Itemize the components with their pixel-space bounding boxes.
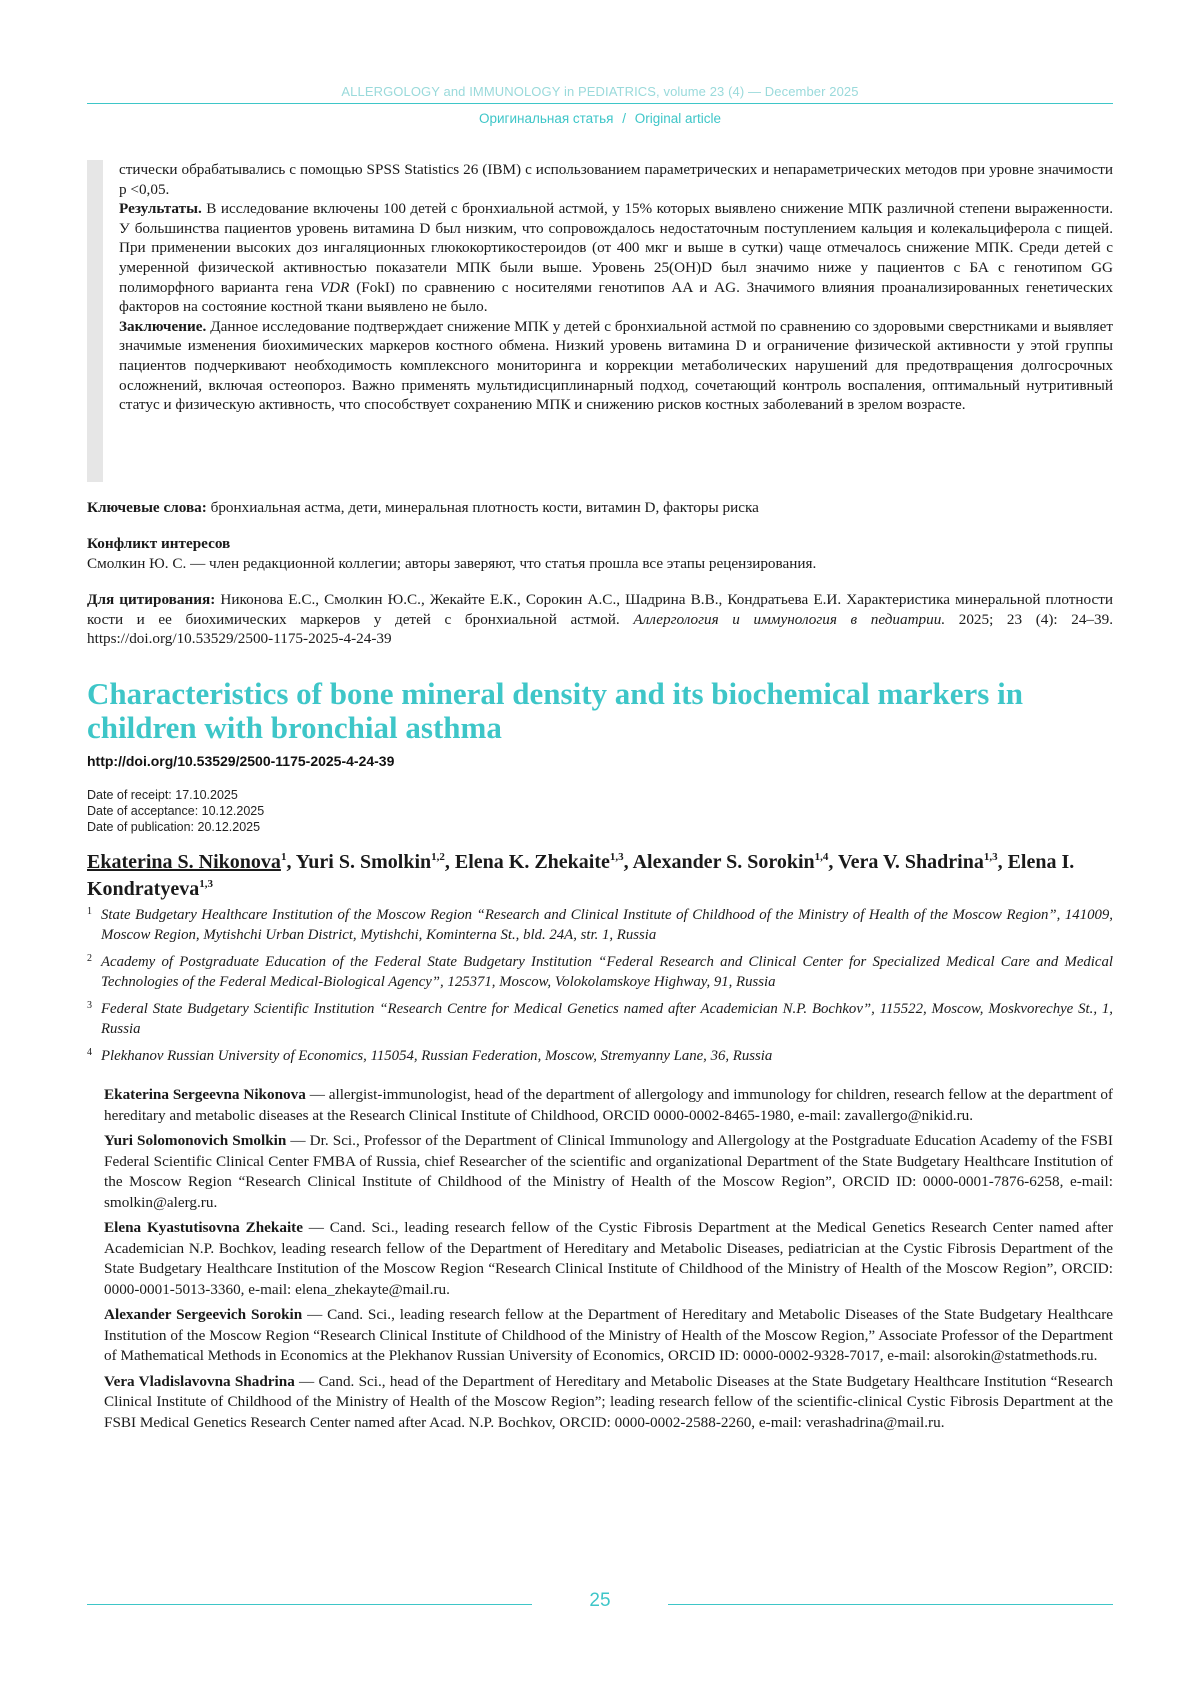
footer-rule-right (668, 1604, 1113, 1605)
doi-link[interactable]: http://doi.org/10.53529/2500-1175-2025-4-24-39 (87, 753, 395, 769)
affiliation-text: State Budgetary Healthcare Institution of the Moscow Region “Research and Clinical Institute of Childhood of the Ministry of Health of the Moscow Region”, 141009, Moscow Region, Mytishchi Urban District, Mytishchi, Kominterna St., bld. 24A, str. 1, Russia (101, 907, 1113, 943)
affiliation-number: 4 (87, 1047, 92, 1058)
abstract-methods-tail: стически обрабатывались с помощью SPSS Statistics 26 (IBM) с использованием параметрических и непараметрических методов при уровне значимости p <0,05. (119, 161, 1113, 198)
abstract-side-bar (87, 160, 103, 482)
article-type-en: Original article (634, 111, 721, 126)
keywords (87, 498, 1113, 518)
conclusion-label: Заключение. (119, 317, 207, 335)
affiliation-text: Federal State Budgetary Scientific Institution “Research Centre for Medical Genetics named after Academician N.P. Bochkov”, 115522, Moscow, Moskvorechye St., 1, Russia (101, 1001, 1113, 1037)
date-acceptance: Date of acceptance: 10.12.2025 (87, 804, 265, 818)
author-name: Alexander S. Sorokin (632, 851, 815, 873)
article-type-ru: Оригинальная статья (478, 111, 614, 126)
author-affiliation-mark: 1 (280, 851, 287, 863)
author-name: Elena K. Zhekaite (454, 851, 610, 873)
author-affiliation-mark: 1,3 (983, 851, 998, 863)
author-affiliation-mark: 1,3 (609, 851, 624, 863)
author-name: Elena I. Kondratyeva (87, 851, 1075, 900)
affiliation-item (87, 1046, 1113, 1066)
author-affiliation-mark: 1,2 (431, 851, 445, 863)
author-affiliation-mark: 1,4 (814, 851, 829, 863)
author-list: Ekaterina S. Nikonova$^1$, Yuri S. Smolkin$^{1,2}$, Elena K. Zhekaite$^{1,3}$, Alexander S. Sorokin$^{1,4}$, Vera V. Shadrina$^{1,3}$, Elena I. Kondratyeva$^{1,3}$ (87, 851, 1075, 900)
bio-name: Ekaterina Sergeevna Nikonova (104, 1086, 306, 1103)
bio-name: Vera Vladislavovna Shadrina (104, 1372, 295, 1390)
bio-name: Yuri Solomonovich Smolkin (104, 1132, 287, 1149)
author-bio (104, 1131, 1113, 1213)
abstract-conclusion (119, 317, 1113, 415)
citation-label: Для цитирования: (87, 591, 216, 608)
conclusion-text: Данное исследование подтверждает снижение МПК у детей с бронхиальной астмой по сравнению со здоровыми сверстниками и выявляет значимые изменения биохимических маркеров костного обмена. Низкий уровень витамина D и ограничение физической активности у этой группы пациентов подчеркивают необходимость комплексного мониторинга и коррекции метаболических нарушений для предотвращения долгосрочных осложнений, включая остеопороз. Важно применять мультидисциплинарный подход, сочетающий контроль воспаления, оптимальный нутритивный статус и физическую активность, что способствует сохранению МПК и снижению рисков костных заболеваний в зрелом возрасте. (119, 317, 1113, 414)
header-rule (87, 103, 1113, 104)
affiliation-item (87, 905, 1113, 945)
bio-name: Alexander Sergeevich Sorokin (104, 1306, 303, 1323)
bio-text: — Cand. Sci., leading research fellow of the Cystic Fibrosis Department at the Medical Genetics Research Center named after Academician N.P. Bochkov, leading research fellow of the Department of Hereditary and Metabolic Diseases, pediatrician at the Cystic Fibrosis Department of the State Budgetary Healthcare Institution of the Moscow Region “Research Clinical Institute of Childhood of the Ministry of Health of the Moscow Region”, ORCID: 0000-0001-5013-3360, e-mail: elena_zhekayte@mail.ru. (104, 1219, 1113, 1298)
author-bio (104, 1372, 1113, 1434)
results-label: Результаты. (119, 200, 202, 218)
affiliation-text: Academy of Postgraduate Education of the Federal State Budgetary Institution “Federal Research and Clinical Center for Specialized Medical Care and Medical Technologies of the Federal Medical-Biological Agency”, 125371, Moscow, Volokolamskoye Highway, 91, Russia (101, 954, 1113, 990)
author-bio (104, 1305, 1113, 1367)
affiliation-number: 1 (87, 906, 92, 917)
author-name: Ekaterina S. Nikonova (87, 851, 281, 873)
date-publication: Date of publication: 20.12.2025 (87, 820, 261, 834)
running-header: ALLERGOLOGY and IMMUNOLOGY in PEDIATRICS, volume 23 (4) — December 2025 (341, 84, 859, 99)
bio-text: — Dr. Sci., Professor of the Department of Clinical Immunology and Allergology at the Postgraduate Education Academy of the FSBI Federal Scientific Clinical Center FMBA of Russia, chief Researcher of the scientific and organizational Department of the State Budgetary Healthcare Institution of the Moscow Region “Research Clinical Institute of Childhood of the Ministry of Health of the Moscow Region”, ORCID ID: 0000-0001-7876-6258, e-mail: smolkin@alerg.ru. (104, 1132, 1113, 1211)
page-number: 25 (589, 1590, 611, 1611)
dates (87, 787, 264, 835)
author-bio (104, 1218, 1113, 1300)
author-bio (104, 1085, 1113, 1126)
affiliation-item (87, 952, 1113, 992)
conflict-of-interest (87, 534, 1113, 573)
results-gene: VDR (319, 278, 350, 296)
results-text-a: В исследование включены 100 детей с бронхиальной астмой, у 15% которых выявлено снижение МПК различной степени выраженности. У большинства пациентов уровень витамина D был низким, что сопровождалось недостаточным поступлением кальция и колекальциферола с пищей. При применении высоких доз ингаляционных глюкокортикостероидов (от 400 мкг и выше в сутки) чаще отмечалось снижение МПК. Среди детей с умеренной физической активностью показатели МПК были выше. Уровень 25(OH)D был значимо ниже у пациентов с БА с генотипом GG полиморфного варианта гена (119, 200, 1114, 296)
abstract-body (119, 160, 1113, 415)
citation-text: Никонова Е.С., Смолкин Ю.С., Жекайте Е.К., Сорокин А.С., Шадрина В.В., Кондратьева Е.И. Характеристика минеральной плотности кости и ее биохимических маркеров у детей с бронхиальной астмой. (87, 591, 1114, 628)
citation (87, 590, 1113, 649)
keywords-label: Ключевые слова: (87, 499, 207, 516)
keywords-text: бронхиальная астма, дети, минеральная плотность кости, витамин D, факторы риска (210, 499, 759, 516)
bio-text: — Cand. Sci., leading research fellow at the Department of Hereditary and Metabolic Diseases of the State Budgetary Healthcare Institution of the Moscow Region “Research Clinical Institute of Childhood of the Ministry of Health of the Moscow Region,” Associate Professor of the Department of Mathematical Methods in Economics at the Plekhanov Russian University of Economics, ORCID ID: 0000-0002-9328-7017, e-mail: alsorokin@statmethods.ru. (104, 1306, 1113, 1364)
bio-text: — Cand. Sci., head of the Department of Hereditary and Metabolic Diseases at the State Budgetary Healthcare Institution “Research Clinical Institute of Childhood of the Ministry of Health of the Moscow Region”; leading research fellow of the scientific-clinical Cystic Fibrosis Department at the FSBI Medical Genetics Research Center named after Acad. N.P. Bochkov, ORCID: 0000-0002-2588-2260, e-mail: verashadrina@mail.ru. (104, 1372, 1113, 1431)
affiliations (87, 905, 1113, 1073)
affiliation-number: 2 (87, 953, 92, 964)
abstract-box (87, 160, 1113, 482)
citation-rest: 2025; 23 (4): 24–39. https://doi.org/10.53529/2500-1175-2025-4-24-39 (87, 610, 1114, 648)
english-title: Characteristics of bone mineral density and its biochemical markers in children with bronchial asthma (87, 676, 1023, 745)
results-text-b: (FokI) по сравнению с носителями генотипов AA и AG. Значимого влияния проанализированных генетических факторов на состояние костной ткани выявлено не было. (119, 278, 1114, 316)
author-bios (104, 1085, 1113, 1438)
bio-text: — allergist-immunologist, head of the department of allergology and immunology for children, research fellow at the department of hereditary and metabolic diseases at the Research Clinical Institute of Childhood, ORCID 0000-0002-8465-1980, e-mail: zavallergo@nikid.ru. (104, 1086, 1113, 1124)
date-receipt: Date of receipt: 17.10.2025 (87, 788, 238, 802)
author-name: Vera V. Shadrina (838, 851, 984, 873)
affiliation-number: 3 (87, 1000, 92, 1011)
bio-name: Elena Kyastutisovna Zhekaite (104, 1219, 303, 1236)
abstract-results (119, 199, 1113, 317)
conflict-text: Смолкин Ю. С. — член редакционной коллегии; авторы заверяют, что статья прошла все этапы рецензирования. (87, 554, 817, 572)
author-affiliation-mark: 1,3 (199, 878, 213, 890)
author-name: Yuri S. Smolkin (295, 851, 432, 873)
affiliation-item (87, 999, 1113, 1039)
article-type (0, 111, 1200, 126)
conflict-label: Конфликт интересов (87, 535, 231, 552)
affiliation-text: Plekhanov Russian University of Economics, 115054, Russian Federation, Moscow, Stremyanny Lane, 36, Russia (101, 1048, 773, 1064)
article-type-separator: / (622, 111, 626, 126)
citation-journal: Аллергология и иммунология в педиатрии. (633, 610, 946, 628)
